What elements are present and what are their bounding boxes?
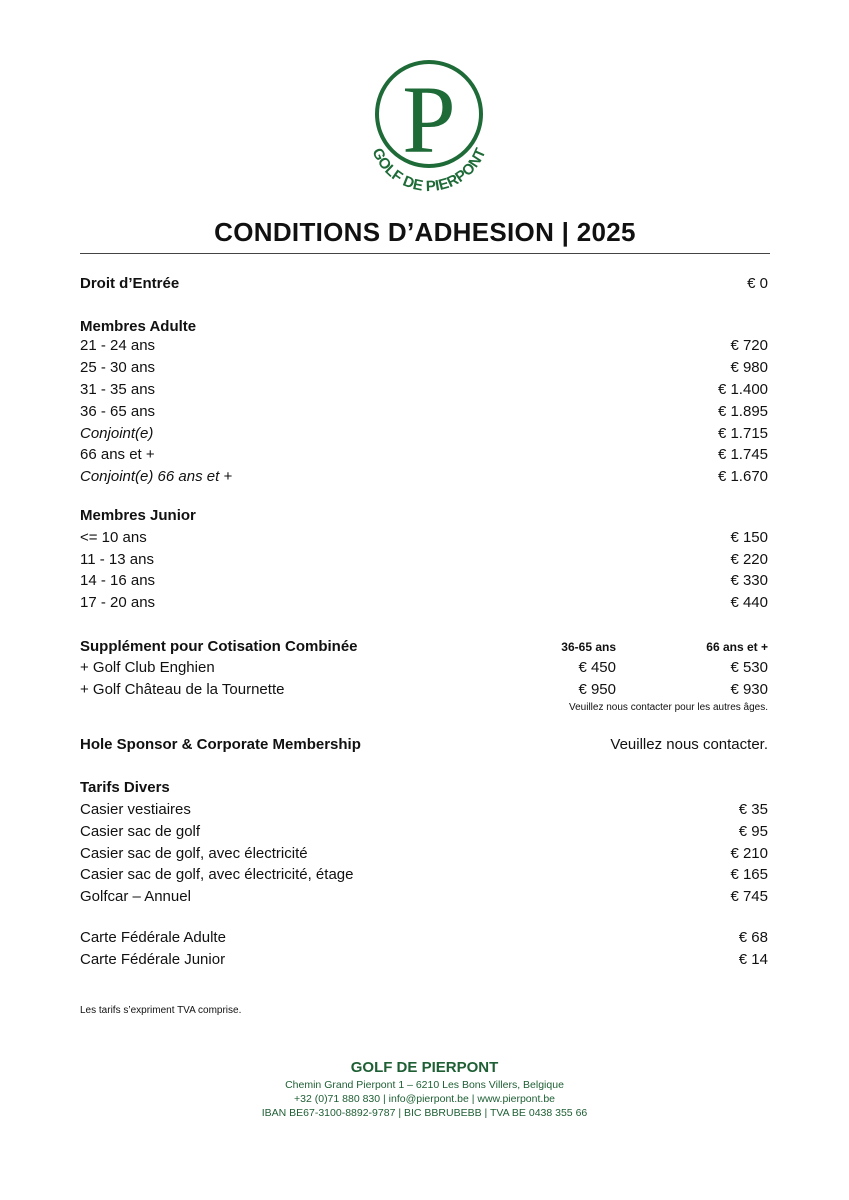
sponsor-label: Hole Sponsor & Corporate Membership — [80, 736, 361, 753]
row-label: Casier vestiaires — [80, 801, 191, 818]
row-label: Golfcar – Annuel — [80, 888, 191, 905]
title-divider — [80, 253, 770, 254]
list-item — [80, 799, 768, 821]
row-label: Casier sac de golf, avec électricité — [80, 845, 308, 862]
list-item — [80, 423, 768, 445]
table-row — [80, 657, 768, 679]
row-price: € 220 — [730, 551, 768, 568]
combined-heading-row — [80, 636, 768, 658]
junior-heading-label: Membres Junior — [80, 507, 196, 524]
misc-heading-label: Tarifs Divers — [80, 779, 170, 796]
row-price: € 14 — [738, 951, 768, 968]
list-item — [80, 335, 768, 357]
row-price: € 330 — [730, 572, 768, 589]
row-price: € 980 — [730, 359, 768, 376]
list-item — [80, 357, 768, 379]
row-price-36-65: € 950 — [578, 681, 616, 698]
row-price: € 440 — [730, 594, 768, 611]
combined-note-row — [80, 699, 768, 717]
row-label: Carte Fédérale Junior — [80, 951, 226, 968]
row-label: 36 - 65 ans — [80, 403, 156, 420]
row-price: € 95 — [738, 823, 768, 840]
row-label: 21 - 24 ans — [80, 337, 156, 354]
row-label: + Golf Club Enghien — [80, 659, 215, 676]
row-price: € 1.400 — [717, 381, 768, 398]
list-item — [80, 949, 768, 971]
row-label: 11 - 13 ans — [80, 551, 154, 568]
row-label: 25 - 30 ans — [80, 359, 156, 376]
row-label: 66 ans et + — [80, 446, 155, 463]
row-label: 14 - 16 ans — [80, 572, 156, 589]
footer-contact: +32 (0)71 880 830 | info@pierpont.be | www.pierpont.be — [294, 1093, 555, 1105]
row-price: € 35 — [738, 801, 768, 818]
entry-fee-label: Droit d’Entrée — [80, 275, 180, 292]
row-label: Conjoint(e) — [80, 425, 154, 442]
list-item — [80, 821, 768, 843]
adult-heading-label: Membres Adulte — [80, 318, 197, 335]
row-price: € 1.715 — [717, 425, 768, 442]
table-row — [80, 679, 768, 701]
row-label: 31 - 35 ans — [80, 381, 156, 398]
golf-de-pierpont-logo — [349, 46, 509, 206]
footer-address: Chemin Grand Pierpont 1 – 6210 Les Bons Villers, Belgique — [285, 1079, 564, 1091]
footer-bank: IBAN BE67-3100-8892-9787 | BIC BBRUBEBB | TVA BE 0438 355 66 — [261, 1107, 588, 1119]
row-price: € 165 — [730, 866, 768, 883]
row-price-66-plus: € 530 — [730, 659, 768, 676]
misc-heading — [80, 777, 768, 799]
list-item — [80, 466, 768, 488]
svg-text:P: P — [402, 66, 456, 173]
combined-note: Veuillez nous contacter pour les autres âges. — [568, 702, 768, 713]
page-title: CONDITIONS D’ADHESION | 2025 — [214, 217, 636, 247]
row-price: € 150 — [730, 529, 768, 546]
list-item — [80, 843, 768, 865]
row-price: € 1.745 — [717, 446, 768, 463]
row-label: + Golf Château de la Tournette — [80, 681, 285, 698]
row-label: Conjoint(e) 66 ans et + — [80, 468, 233, 485]
column-header-66-plus: 66 ans et + — [706, 640, 768, 654]
list-item — [80, 864, 768, 886]
row-price: € 1.895 — [717, 403, 768, 420]
entry-fee-row — [80, 273, 768, 295]
footer — [0, 1058, 849, 1120]
row-label: Casier sac de golf, avec électricité, étage — [80, 866, 354, 883]
list-item — [80, 379, 768, 401]
vat-note: Les tarifs s’expriment TVA comprise. — [80, 1005, 242, 1016]
svg-text:GOLF DE PIERPONT: GOLF DE PIERPONT — [368, 145, 490, 196]
list-item — [80, 570, 768, 592]
column-header-36-65: 36-65 ans — [561, 640, 616, 654]
list-item — [80, 927, 768, 949]
row-label: Carte Fédérale Adulte — [80, 929, 226, 946]
footer-club-name: GOLF DE PIERPONT — [350, 1059, 499, 1076]
row-price: € 68 — [738, 929, 768, 946]
row-price: € 210 — [730, 845, 768, 862]
list-item — [80, 549, 768, 571]
sponsor-row — [80, 734, 768, 756]
sponsor-value: Veuillez nous contacter. — [610, 736, 768, 753]
row-price: € 1.670 — [717, 468, 768, 485]
row-price-36-65: € 450 — [578, 659, 616, 676]
list-item — [80, 401, 768, 423]
list-item — [80, 444, 768, 466]
row-label: Casier sac de golf — [80, 823, 201, 840]
row-price: € 720 — [730, 337, 768, 354]
row-label: <= 10 ans — [80, 529, 147, 546]
junior-heading — [80, 505, 768, 527]
row-price-66-plus: € 930 — [730, 681, 768, 698]
list-item — [80, 527, 768, 549]
list-item — [80, 886, 768, 908]
row-price: € 745 — [730, 888, 768, 905]
entry-fee-value: € 0 — [747, 275, 768, 292]
list-item — [80, 592, 768, 614]
row-label: 17 - 20 ans — [80, 594, 156, 611]
combined-heading: Supplément pour Cotisation Combinée — [80, 638, 358, 655]
